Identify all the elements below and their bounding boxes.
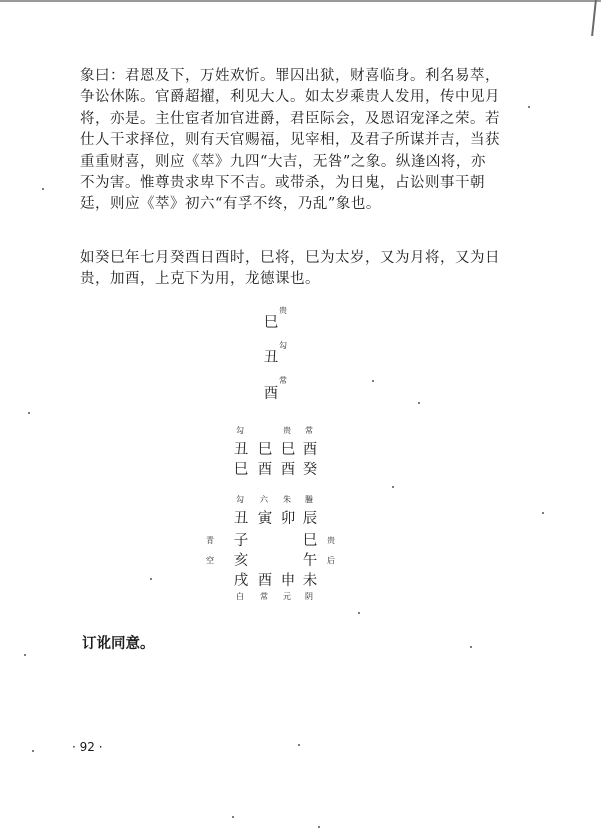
paragraph-example bbox=[80, 248, 500, 291]
lesson-top-4: 酉 bbox=[302, 442, 318, 458]
plate-general-left-1: 青 bbox=[206, 536, 214, 545]
transmission-branch-1: 巳 bbox=[263, 315, 279, 331]
plate-general-bottom-3: 元 bbox=[283, 592, 291, 601]
lesson-bottom-2: 酉 bbox=[257, 462, 273, 478]
plate-general-top-2: 六 bbox=[260, 495, 268, 504]
plate-general-bottom-4: 阴 bbox=[305, 592, 313, 601]
plate-general-right-2: 后 bbox=[327, 556, 335, 565]
transmission-branch-2: 丑 bbox=[263, 350, 279, 366]
plate-branch-bottom-3: 申 bbox=[280, 573, 296, 589]
lesson-bottom-4: 癸 bbox=[302, 462, 318, 478]
plate-branch-top-4: 辰 bbox=[302, 511, 318, 527]
paragraph-interpretation bbox=[80, 66, 500, 216]
scan-edge-line bbox=[0, 0, 601, 2]
plate-branch-top-1: 丑 bbox=[233, 511, 249, 527]
transmission-general-1: 贵 bbox=[279, 306, 287, 315]
lesson-bottom-1: 巳 bbox=[233, 462, 249, 478]
plate-general-top-3: 朱 bbox=[283, 495, 291, 504]
lesson-bottom-3: 酉 bbox=[280, 462, 296, 478]
plate-branch-top-3: 卯 bbox=[280, 511, 296, 527]
plate-branch-top-2: 寅 bbox=[257, 511, 273, 527]
plate-branch-right-2: 午 bbox=[302, 553, 318, 569]
plate-branch-right-1: 巳 bbox=[302, 533, 318, 549]
lesson-top-3: 巳 bbox=[280, 442, 296, 458]
plate-general-top-4: 螣 bbox=[305, 495, 313, 504]
transmission-general-3: 常 bbox=[279, 376, 287, 385]
plate-branch-bottom-4: 未 bbox=[302, 573, 318, 589]
transmission-branch-3: 酉 bbox=[263, 386, 279, 402]
plate-branch-bottom-2: 酉 bbox=[257, 573, 273, 589]
plate-general-left-2: 空 bbox=[206, 556, 214, 565]
lesson-general-1: 勾 bbox=[236, 426, 244, 435]
lesson-general-3: 贵 bbox=[283, 426, 291, 435]
plate-general-top-1: 勾 bbox=[236, 495, 244, 504]
closing-line: 订讹同意。 bbox=[82, 635, 155, 652]
plate-branch-left-1: 子 bbox=[233, 533, 249, 549]
plate-general-right-1: 贵 bbox=[327, 536, 335, 545]
plate-general-bottom-2: 常 bbox=[260, 592, 268, 601]
plate-branch-bottom-1: 戌 bbox=[233, 573, 249, 589]
paragraph-text: 如癸巳年七月癸酉日酉时，巳将，巳为太岁，又为月将，又为日贵，加酉，上克下为用，龙德课也。 bbox=[80, 250, 500, 288]
lesson-top-1: 丑 bbox=[233, 442, 249, 458]
paragraph-text: 象曰：君恩及下，万姓欢忻。罪囚出狱，财喜临身。利名易萃，争讼休陈。官爵超擢，利见大人。如太岁乘贵人发用，传中见月将，亦是。主仕宦者加官进爵，君臣际会，及恩诏宠泽之荣。若仕人干求择位，则有天官赐福，见宰相，及君子所谋并吉，当获重重财喜，则应《萃》九四“大吉，无咎”之象。纵逢凶将，亦不为害。惟尊贵求卑下不吉。或带杀，为日鬼，占讼则事干朝廷，则应《萃》初六“有孚不终，乃乱”象也。 bbox=[80, 68, 500, 213]
plate-general-bottom-1: 白 bbox=[236, 592, 244, 601]
plate-branch-left-2: 亥 bbox=[233, 553, 249, 569]
page-number: · 92 · bbox=[72, 740, 103, 754]
lesson-top-2: 巳 bbox=[257, 442, 273, 458]
transmission-general-2: 勾 bbox=[279, 341, 287, 350]
scan-corner-mark bbox=[591, 0, 597, 36]
lesson-general-4: 常 bbox=[305, 426, 313, 435]
